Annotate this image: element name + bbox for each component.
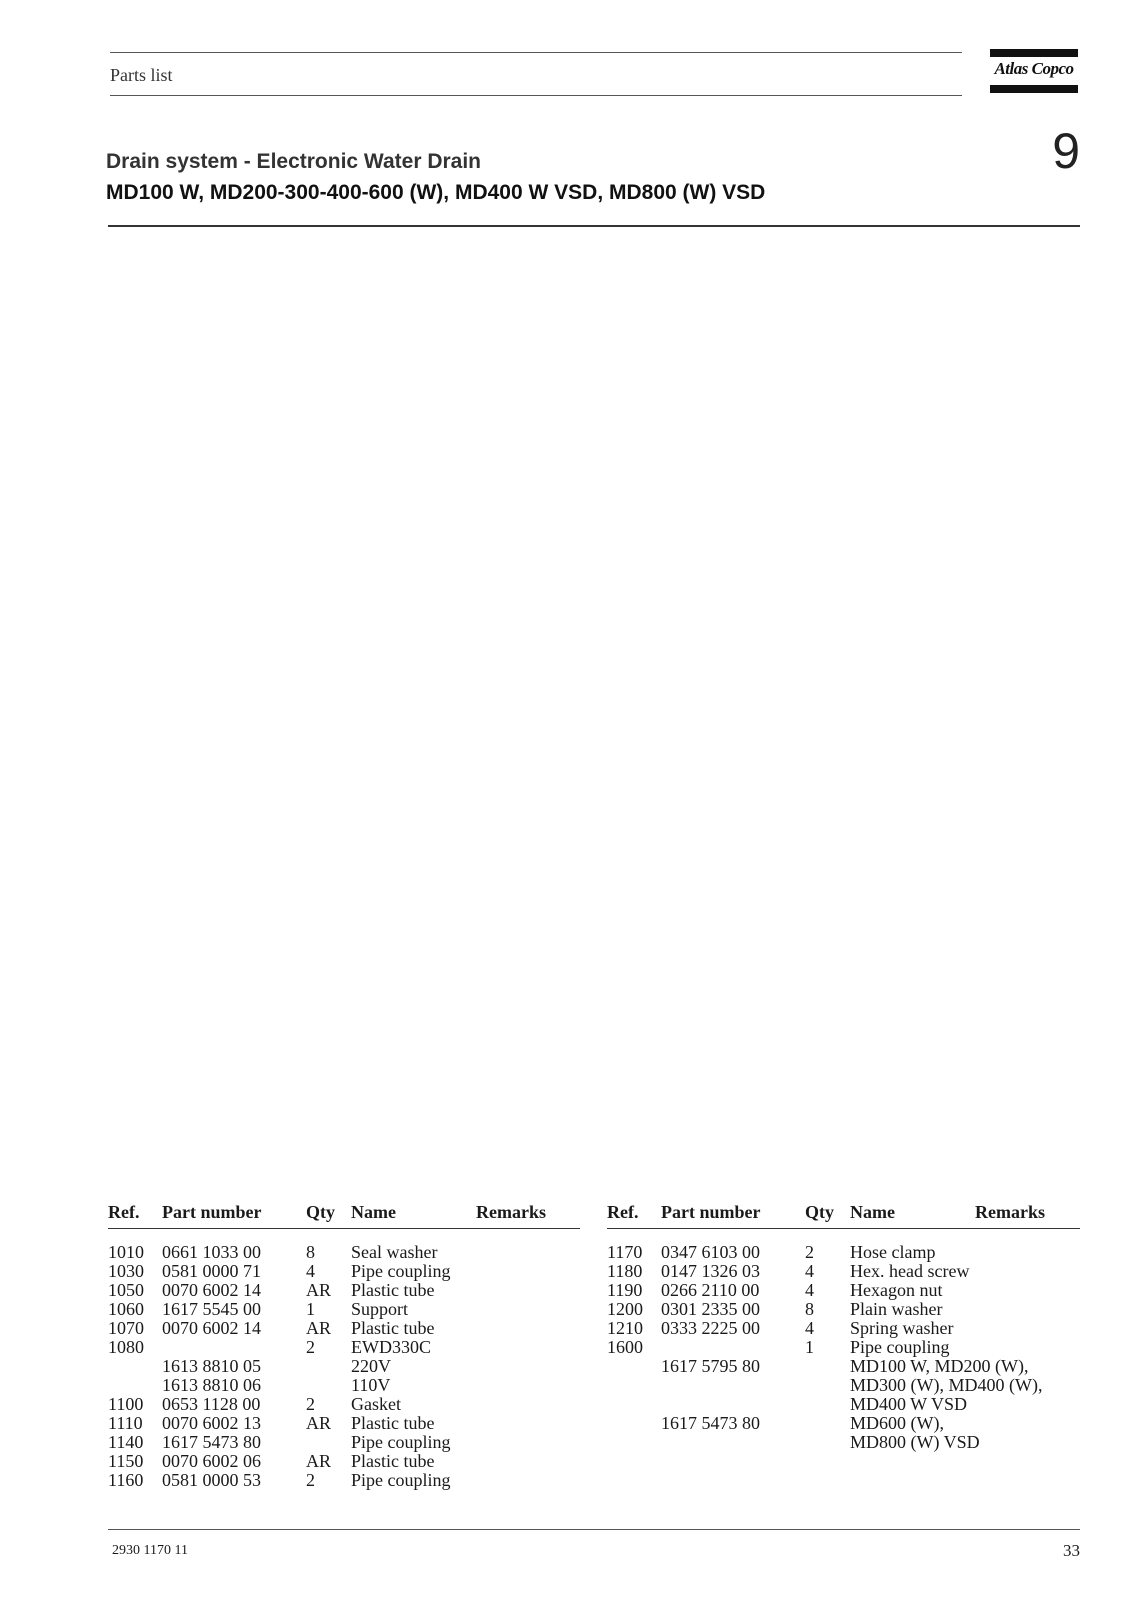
cell-ref: 1100: [108, 1394, 144, 1414]
section-label: Parts list: [110, 65, 173, 85]
cell-part-number: 1617 5545 00: [162, 1299, 261, 1319]
cell-name: Plain washer: [850, 1299, 943, 1319]
cell-name: MD400 W VSD: [850, 1394, 968, 1414]
cell-name: Spring washer: [850, 1318, 954, 1338]
col-ref: Ref.: [607, 1202, 639, 1222]
col-name: Name: [850, 1202, 895, 1222]
logo-wordmark: Atlas Copco: [994, 59, 1074, 78]
cell-ref: 1110: [108, 1413, 143, 1433]
cell-qty: 4: [805, 1318, 814, 1338]
cell-ref: 1140: [108, 1432, 144, 1452]
header-rule: [607, 1228, 1080, 1229]
cell-name: Support: [351, 1299, 409, 1319]
cell-part-number: 0661 1033 00: [162, 1242, 261, 1262]
cell-qty: AR: [306, 1318, 332, 1338]
table-row: [108, 1414, 580, 1433]
cell-name: MD100 W, MD200 (W),: [850, 1356, 1029, 1376]
table-row: [108, 1471, 580, 1490]
cell-qty: AR: [306, 1280, 332, 1300]
cell-part-number: 0581 0000 53: [162, 1470, 261, 1490]
cell-name: Plastic tube: [351, 1318, 435, 1338]
cell-name: Hexagon nut: [850, 1280, 943, 1300]
cell-ref: 1170: [607, 1242, 643, 1262]
header-rule: [108, 1228, 580, 1229]
cell-qty: AR: [306, 1451, 332, 1471]
table-row: [108, 1395, 580, 1414]
col-name: Name: [351, 1202, 396, 1222]
cell-part-number: 0653 1128 00: [162, 1394, 261, 1414]
cell-name: Pipe coupling: [351, 1432, 451, 1452]
col-ref: Ref.: [108, 1202, 140, 1222]
col-remarks: Remarks: [975, 1202, 1045, 1222]
cell-qty: 2: [306, 1470, 315, 1490]
cell-name: 220V: [351, 1356, 391, 1376]
cell-ref: 1060: [108, 1299, 144, 1319]
table-row: [108, 1376, 580, 1395]
cell-part-number: 0301 2335 00: [661, 1299, 760, 1319]
table-row: [607, 1357, 1080, 1376]
cell-name: Pipe coupling: [351, 1470, 451, 1490]
table-body: [607, 1243, 1080, 1452]
page-subtitle: MD100 W, MD200-300-400-600 (W), MD400 W VSD, MD800 (W) VSD: [106, 181, 766, 204]
cell-name: Pipe coupling: [850, 1337, 950, 1357]
cell-ref: 1180: [607, 1261, 643, 1281]
table-row: [108, 1281, 580, 1300]
cell-part-number: 0070 6002 14: [162, 1318, 261, 1338]
page-title: Drain system - Electronic Water Drain: [106, 150, 482, 173]
table-row: [607, 1433, 1080, 1452]
col-part-number: Part number: [162, 1202, 262, 1222]
cell-part-number: 1613 8810 06: [162, 1375, 261, 1395]
table-row: [607, 1338, 1080, 1357]
cell-qty: AR: [306, 1413, 332, 1433]
table-row: [108, 1243, 580, 1262]
cell-name: Pipe coupling: [351, 1261, 451, 1281]
cell-part-number: 1617 5473 80: [162, 1432, 261, 1452]
cell-part-number: 0147 1326 03: [661, 1261, 760, 1281]
table-row: [108, 1319, 580, 1338]
cell-part-number: 1617 5473 80: [661, 1413, 760, 1433]
table-header: [108, 1202, 580, 1224]
cell-name: Gasket: [351, 1394, 401, 1414]
cell-qty: 4: [805, 1261, 814, 1281]
table-row: [607, 1281, 1080, 1300]
cell-ref: 1160: [108, 1470, 144, 1490]
cell-qty: 1: [306, 1299, 315, 1319]
cell-qty: 2: [306, 1337, 315, 1357]
cell-part-number: 1613 8810 05: [162, 1356, 261, 1376]
footer-rule: [108, 1529, 1080, 1530]
cell-ref: 1190: [607, 1280, 643, 1300]
table-header: [607, 1202, 1080, 1224]
cell-qty: 2: [805, 1242, 814, 1262]
cell-name: Seal washer: [351, 1242, 438, 1262]
cell-name: Hex. head screw: [850, 1261, 970, 1281]
cell-ref: 1030: [108, 1261, 144, 1281]
table-row: [607, 1262, 1080, 1281]
cell-name: 110V: [351, 1375, 391, 1395]
cell-part-number: 0070 6002 06: [162, 1451, 261, 1471]
cell-name: MD800 (W) VSD: [850, 1432, 980, 1452]
cell-name: EWD330C: [351, 1337, 431, 1357]
table-row: [607, 1414, 1080, 1433]
cell-ref: 1050: [108, 1280, 144, 1300]
table-row: [607, 1243, 1080, 1262]
cell-ref: 1200: [607, 1299, 643, 1319]
table-row: [607, 1395, 1080, 1414]
atlas-copco-logo: [990, 49, 1078, 94]
cell-qty: 2: [306, 1394, 315, 1414]
cell-ref: 1070: [108, 1318, 144, 1338]
document-number: 2930 1170 11: [112, 1543, 188, 1558]
cell-qty: 8: [306, 1242, 315, 1262]
page-number: 33: [1063, 1541, 1080, 1560]
table-row: [108, 1452, 580, 1471]
cell-name: MD600 (W),: [850, 1413, 944, 1433]
table-row: [607, 1300, 1080, 1319]
col-part-number: Part number: [661, 1202, 761, 1222]
header-top-rule: [110, 52, 962, 53]
cell-part-number: 0581 0000 71: [162, 1261, 261, 1281]
cell-part-number: 0070 6002 14: [162, 1280, 261, 1300]
col-qty: Qty: [805, 1202, 834, 1222]
table-row: [607, 1319, 1080, 1338]
table-row: [108, 1433, 580, 1452]
cell-name: Plastic tube: [351, 1413, 435, 1433]
cell-part-number: 0333 2225 00: [661, 1318, 760, 1338]
cell-ref: 1080: [108, 1337, 144, 1357]
parts-table-right: [607, 1202, 1080, 1452]
cell-qty: 1: [805, 1337, 814, 1357]
cell-part-number: 0070 6002 13: [162, 1413, 261, 1433]
chapter-number: 9: [1052, 123, 1080, 179]
title-rule: [108, 225, 1080, 227]
cell-qty: 8: [805, 1299, 814, 1319]
cell-qty: 4: [805, 1280, 814, 1300]
cell-qty: 4: [306, 1261, 315, 1281]
col-remarks: Remarks: [476, 1202, 546, 1222]
cell-ref: 1010: [108, 1242, 144, 1262]
table-row: [108, 1357, 580, 1376]
table-row: [108, 1262, 580, 1281]
cell-name: Hose clamp: [850, 1242, 936, 1262]
cell-name: MD300 (W), MD400 (W),: [850, 1375, 1043, 1395]
col-qty: Qty: [306, 1202, 335, 1222]
cell-name: Plastic tube: [351, 1451, 435, 1471]
cell-part-number: 0347 6103 00: [661, 1242, 760, 1262]
cell-ref: 1210: [607, 1318, 643, 1338]
table-row: [607, 1376, 1080, 1395]
cell-ref: 1600: [607, 1337, 643, 1357]
header-bottom-rule: [110, 95, 962, 96]
cell-name: Plastic tube: [351, 1280, 435, 1300]
table-row: [108, 1300, 580, 1319]
table-row: [108, 1338, 580, 1357]
cell-part-number: 0266 2110 00: [661, 1280, 760, 1300]
cell-ref: 1150: [108, 1451, 144, 1471]
table-body: [108, 1243, 580, 1490]
cell-part-number: 1617 5795 80: [661, 1356, 760, 1376]
parts-table-left: [108, 1202, 580, 1490]
